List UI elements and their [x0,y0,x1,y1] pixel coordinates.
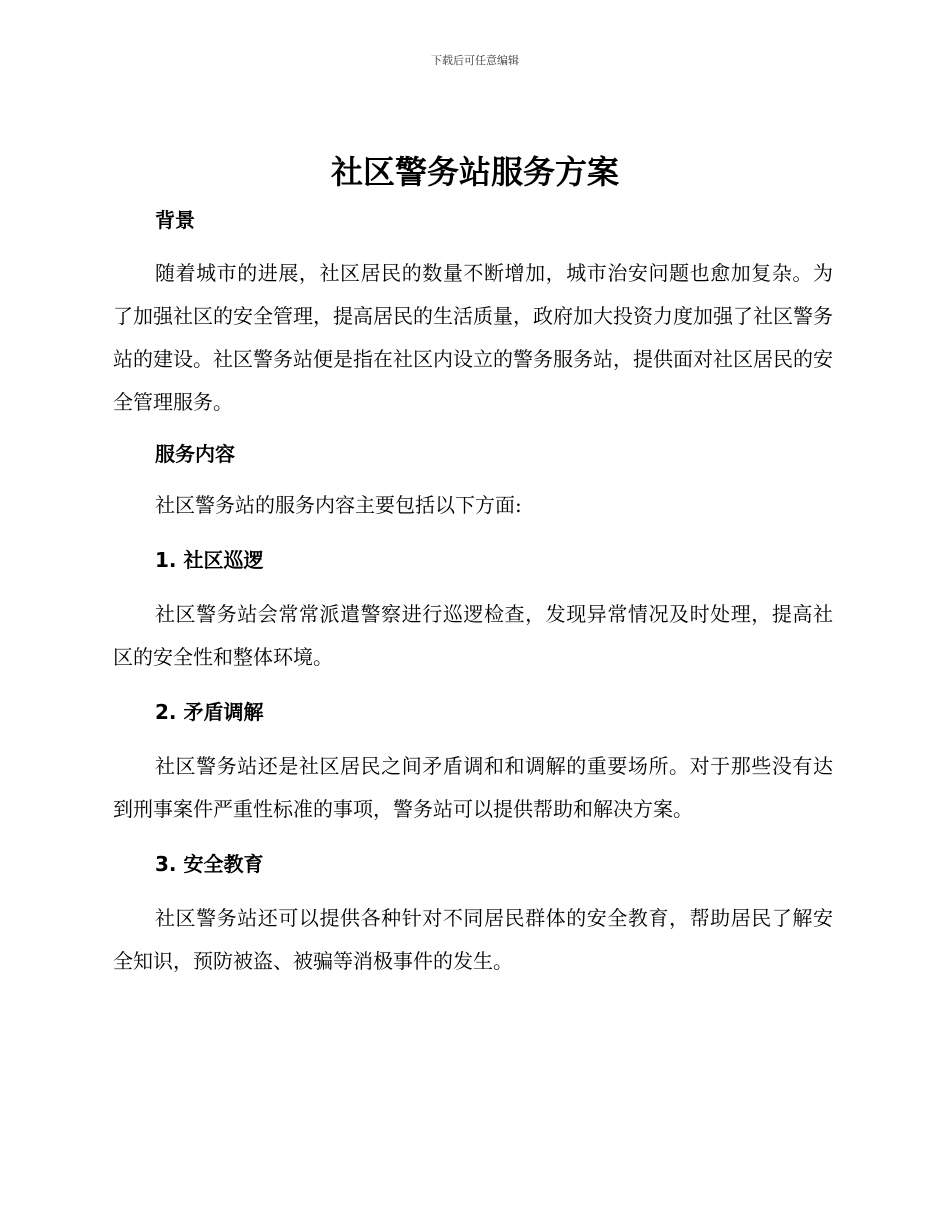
service-item-paragraph-education: 社区警务站还可以提供各种针对不同居民群体的安全教育，帮助居民了解安全知识，预防被盗、被骗等消极事件的发生。 [113,906,833,973]
document-body [113,200,833,983]
service-item-paragraph-mediation: 社区警务站还是社区居民之间矛盾调和和调解的重要场所。对于那些没有达到刑事案件严重性标准的事项，警务站可以提供帮助和解决方案。 [113,754,833,821]
service-item-heading-education: 3. 安全教育 [155,852,264,876]
background-paragraph: 随着城市的进展，社区居民的数量不断增加，城市治安问题也愈加复杂。为了加强社区的安全管理，提高居民的生活质量，政府加大投资力度加强了社区警务站的建设。社区警务站便是指在社区内设立的警务服务站，提供面对社区居民的安全管理服务。 [113,261,833,414]
section-heading-background: 背景 [155,208,195,232]
document-title: 社区警务站服务方案 [330,153,619,191]
services-intro-paragraph: 社区警务站的服务内容主要包括以下方面: [155,493,522,517]
service-item-heading-patrol: 1. 社区巡逻 [155,548,264,572]
section-heading-services: 服务内容 [155,442,235,466]
service-item-paragraph-patrol: 社区警务站会常常派遣警察进行巡逻检查，发现异常情况及时处理，提高社区的安全性和整体环境。 [113,602,833,669]
service-item-heading-mediation: 2. 矛盾调解 [155,700,264,724]
header-note: 下载后可任意编辑 [431,54,519,67]
